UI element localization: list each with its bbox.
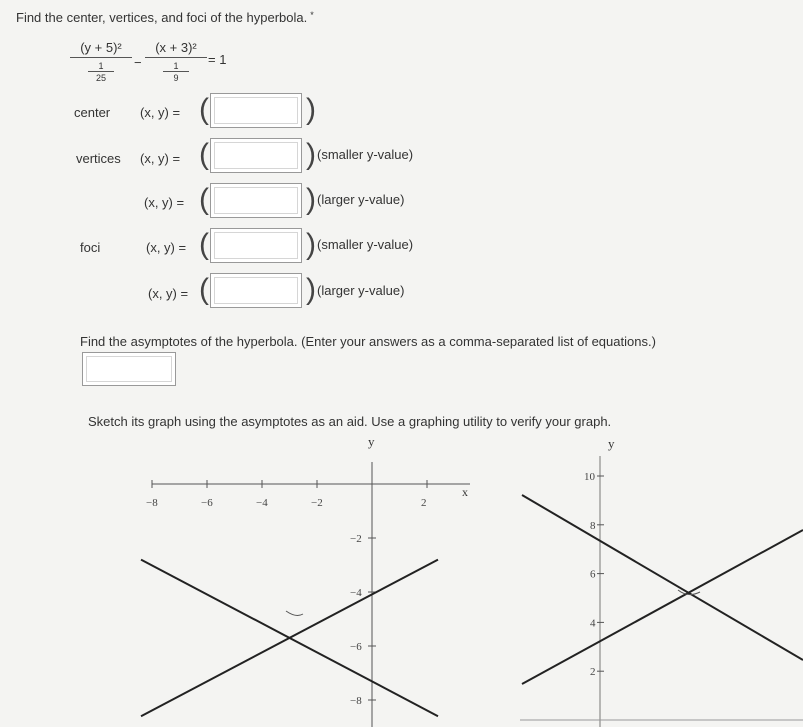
graph2-y-tick-label: 10: [584, 471, 595, 483]
focus-smaller-input[interactable]: [210, 228, 302, 263]
close-paren: ): [306, 138, 316, 171]
open-paren: (: [199, 138, 209, 171]
eq-term1-den-num: 1: [88, 61, 114, 72]
graph1-y-tick-label: −4: [350, 587, 362, 599]
question-sketch: Sketch its graph using the asymptotes as an aid. Use a graphing utility to verify your graph.: [88, 414, 612, 429]
center-input[interactable]: [210, 93, 302, 128]
larger-y-hint: (larger y-value): [317, 283, 405, 298]
close-paren: ): [306, 228, 316, 261]
eq-term2-den-den: 9: [173, 73, 179, 83]
close-paren: ): [306, 93, 316, 126]
graph1-y-tick-labels: [350, 533, 362, 707]
asymptotes-input[interactable]: [82, 352, 176, 386]
eq-term1-numerator: (y + 5)²: [70, 40, 132, 58]
graph1-y-tick-label: −6: [350, 641, 362, 653]
xy-label: (x, y) =: [146, 240, 187, 255]
vertices-label: vertices: [76, 151, 121, 166]
question-center-vertices-foci: Find the center, vertices, and foci of the hyperbola. *: [16, 10, 314, 25]
xy-label: (x, y) =: [140, 151, 181, 166]
close-paren: ): [306, 273, 316, 306]
graph1-x-tick-labels: [146, 497, 427, 509]
center-label: center: [74, 105, 111, 120]
graph1-x-tick-label: −6: [201, 497, 213, 509]
graph1-x-label: x: [462, 485, 468, 499]
graph1-y-tick-label: −8: [350, 695, 362, 707]
graph2-y-tick-label: 2: [590, 666, 596, 679]
open-paren: (: [199, 183, 209, 216]
graph1-x-tick-label: −4: [256, 497, 268, 509]
vertex-smaller-input[interactable]: [210, 138, 302, 173]
graph1-x-tick-label: −2: [311, 497, 323, 509]
xy-label: (x, y) =: [140, 105, 181, 120]
eq-rhs: = 1: [208, 52, 227, 67]
eq-term2-numerator: (x + 3)²: [145, 40, 207, 58]
close-paren: ): [306, 183, 316, 216]
open-paren: (: [199, 228, 209, 261]
open-paren: (: [199, 93, 209, 126]
graph1-vertex-curve: [286, 611, 303, 615]
xy-label: (x, y) =: [144, 195, 185, 210]
graph-option-2[interactable]: [510, 430, 803, 727]
focus-larger-input[interactable]: [210, 273, 302, 308]
eq-term1-den-den: 25: [95, 73, 106, 83]
graph2-y-tick-label: 4: [590, 617, 596, 630]
open-paren: (: [199, 273, 209, 306]
foci-label: foci: [80, 240, 101, 255]
smaller-y-hint: (smaller y-value): [317, 237, 414, 252]
graph1-y-tick-label: −2: [350, 533, 362, 545]
graph1-y-label: y: [368, 434, 375, 449]
question-asymptotes: Find the asymptotes of the hyperbola. (Enter your answers as a comma-separated list of equations.): [80, 334, 656, 349]
xy-label: (x, y) =: [148, 286, 189, 301]
graph2-asymptote-2: [522, 530, 803, 684]
graph2-y-tick-label: 8: [590, 519, 596, 532]
eq-term2-den-num: 1: [163, 61, 189, 72]
larger-y-hint: (larger y-value): [317, 192, 405, 207]
vertex-larger-input[interactable]: [210, 183, 302, 218]
graph2-y-tick-label: 6: [590, 568, 596, 581]
graph2-y-label: y: [608, 436, 615, 451]
graph1-x-tick-label: 2: [421, 497, 427, 509]
smaller-y-hint: (smaller y-value): [317, 147, 414, 162]
graph2-asymptote-1: [522, 495, 803, 660]
graph-option-1[interactable]: [140, 430, 500, 727]
graph1-x-tick-label: −8: [146, 497, 158, 509]
eq-minus: −: [134, 55, 142, 70]
